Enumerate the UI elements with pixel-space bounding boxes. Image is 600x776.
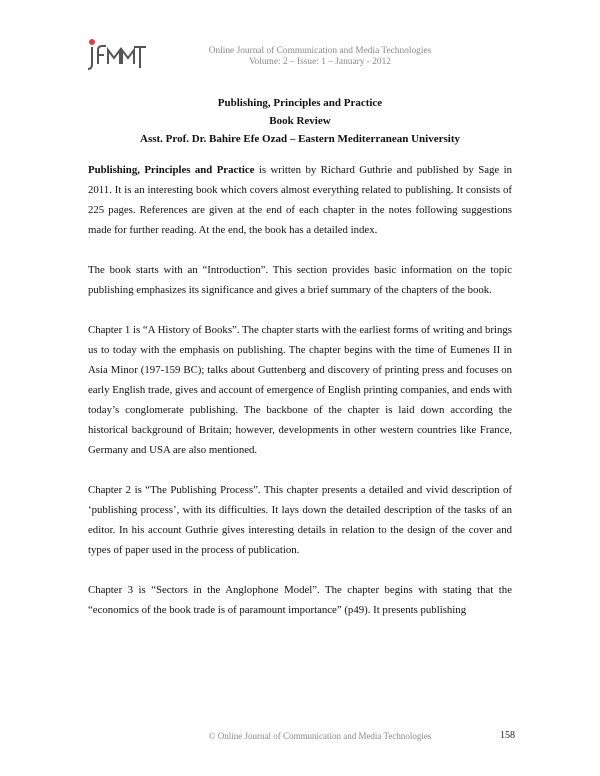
paragraph-1-text: is written by Richard Guthrie and published by Sage in 2011. It is an interesting book which covers almost everything related to publishing. It consists of 225 pages. References are given at the end of each chapter in the notes following suggestions made for further reading. At the end, the book has a detailed index. <box>88 164 512 236</box>
article-subtitle: Book Review <box>269 115 331 127</box>
book-title-bold: Publishing, Principles and Practice <box>88 164 255 176</box>
title-block <box>60 94 540 148</box>
issue-line: Volume: 2 – Issue: 1 – January - 2012 <box>249 57 391 67</box>
paragraph-4: Chapter 2 is “The Publishing Process”. This chapter presents a detailed and vivid description of ‘publishing process’, with its difficulties. It lays down the detailed description of the tasks of an editor. In his account Guthrie gives interesting details in relation to the design of the cover and types of paper used in the process of publication. <box>88 484 512 556</box>
author-line: Asst. Prof. Dr. Bahire Efe Ozad – Eastern Mediterranean University <box>140 133 460 145</box>
paragraph-5: Chapter 3 is “Sectors in the Anglophone Model”. The chapter begins with stating that the “economics of the book trade is of paramount importance” (p49). It presents publishing <box>88 584 512 616</box>
paragraph-1 <box>88 160 512 240</box>
page-number: 158 <box>500 730 515 741</box>
footer-copyright: © Online Journal of Communication and Media Technologies <box>208 731 432 741</box>
journal-logo-icon <box>88 38 148 72</box>
paragraph-2: The book starts with an “Introduction”. This section provides basic information on the topic publishing emphasizes its significance and gives a brief summary of the chapters of the book. <box>88 264 512 296</box>
paragraph-3: Chapter 1 is “A History of Books”. The chapter starts with the earliest forms of writing and brings us to today with the emphasis on publishing. The chapter begins with the time of Eumenes II in Asia Minor (197-159 BC); talks about Guttenberg and discovery of printing press and focuses on early English trade, gives and account of emergence of English printing companies, and ends with today’s conglomerate publishing. The backbone of the chapter is laid down according the historical background of Britain; however, developments in other western countries like France, Germany and USA are also mentioned. <box>88 324 512 456</box>
article-title: Publishing, Principles and Practice <box>217 97 383 109</box>
journal-name: Online Journal of Communication and Media Technologies <box>208 46 432 56</box>
running-header <box>150 46 490 68</box>
article-body <box>88 160 512 640</box>
